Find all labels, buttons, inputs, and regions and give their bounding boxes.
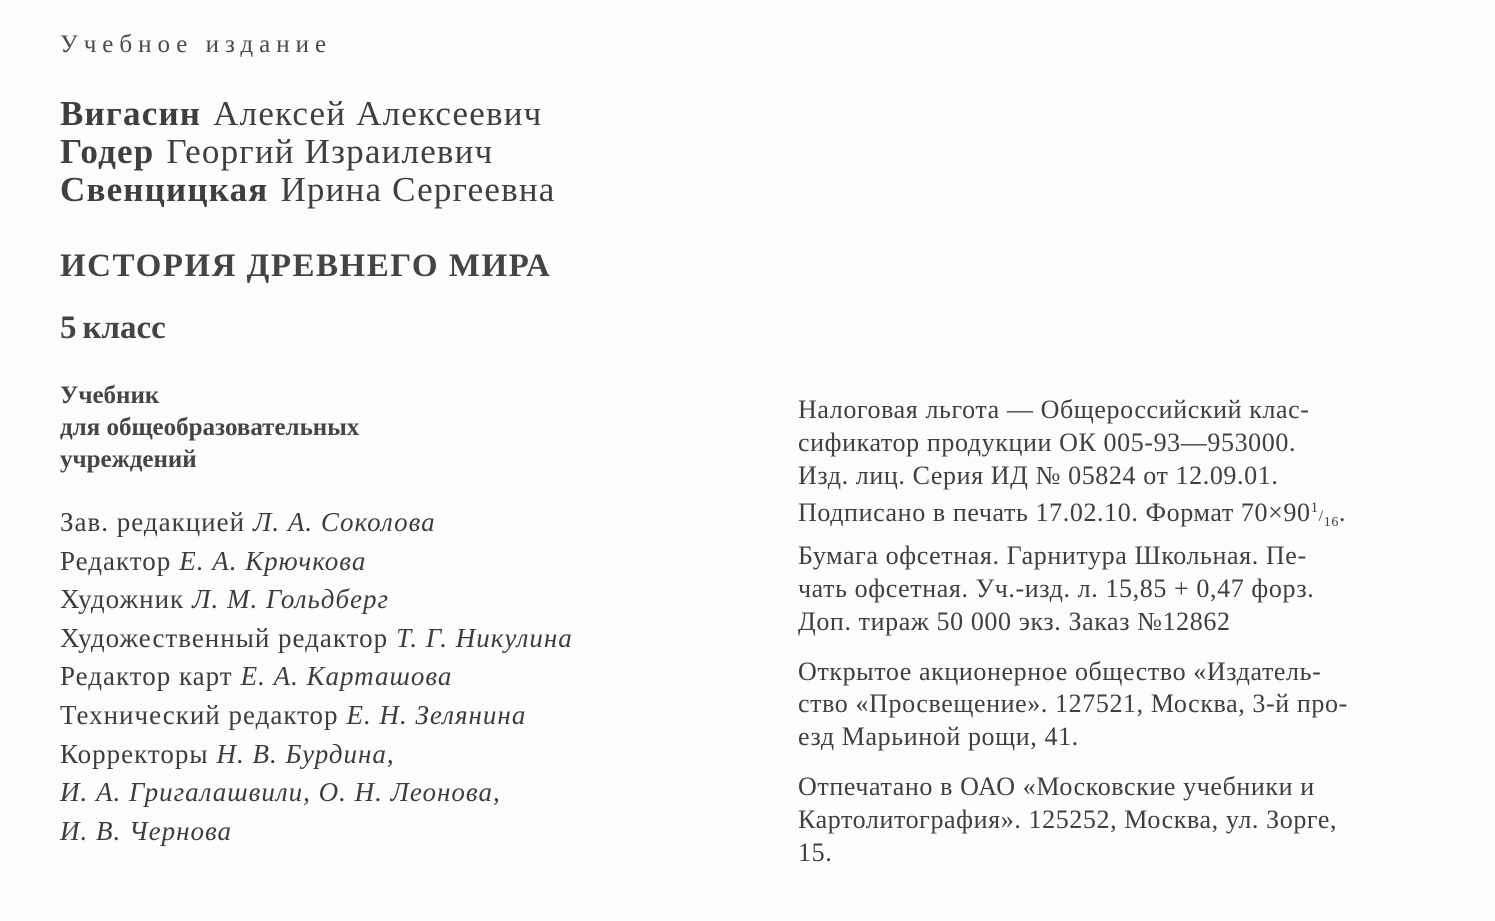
credit-person: Е. А. Карташова xyxy=(240,661,453,692)
credit-role: Редактор xyxy=(60,545,172,576)
credit-person: И. В. Чернова xyxy=(60,815,233,846)
credit-line xyxy=(60,735,573,774)
credit-person: И. А. Григалашвили, О. Н. Леонова, xyxy=(60,777,501,808)
imprint-line: сификатор продукции ОК 005-93—953000. xyxy=(798,427,1297,457)
format-fraction-denominator: 16 xyxy=(1323,515,1339,531)
textbook-type-line: для общеобразовательных xyxy=(60,414,360,441)
format-prefix: Подписано в печать 17.02.10. Формат 70×90 xyxy=(798,498,1311,528)
credit-role: Технический редактор xyxy=(60,699,339,730)
author-given-names: Алексей Алексеевич xyxy=(213,94,543,133)
format-line xyxy=(798,492,1453,540)
author-given-names: Ирина Сергеевна xyxy=(280,170,556,209)
credit-line xyxy=(60,812,573,851)
credit-line xyxy=(60,657,573,696)
imprint-line: Бумага офсетная. Гарнитура Школьная. Пе- xyxy=(798,541,1307,571)
credit-role: Художественный редактор xyxy=(60,622,389,653)
credit-line xyxy=(60,580,573,619)
grade-label xyxy=(60,310,166,347)
publisher-line: Открытое акционерное общество «Издатель- xyxy=(798,656,1322,686)
format-fraction: $^1/_{16}$ xyxy=(1310,500,1339,531)
credit-role: Зав. редакцией xyxy=(60,507,246,537)
author-line xyxy=(60,133,556,171)
book-title: ИСТОРИЯ ДРЕВНЕГО МИРА xyxy=(60,248,552,284)
credit-person: Л. А. Соколова xyxy=(253,507,436,537)
printer-line: Картолитография». 125252, Москва, ул. Зорге, xyxy=(798,804,1338,834)
credit-line xyxy=(60,503,573,542)
credit-role: Корректоры xyxy=(60,738,209,769)
edition-type: Учебное издание xyxy=(60,31,333,58)
credit-person: Л. М. Гольдберг xyxy=(192,584,390,615)
author-surname: Свенцицкая xyxy=(60,170,269,209)
printer-line: Отпечатано в ОАО «Московские учебники и xyxy=(798,771,1315,801)
credits-list xyxy=(60,503,573,850)
credit-person: Н. В. Бурдина, xyxy=(216,738,395,769)
authors-block xyxy=(60,95,556,209)
grade-word: класс xyxy=(82,310,166,346)
paragraph-gap xyxy=(798,754,1453,771)
credit-line xyxy=(60,773,573,812)
grade-number: 5 xyxy=(60,310,77,346)
credit-person: Е. Н. Зелянина xyxy=(346,699,527,730)
credit-role: Художник xyxy=(60,584,185,615)
textbook-type-line: учреждений xyxy=(60,446,197,473)
credit-line xyxy=(60,542,573,581)
imprint-block xyxy=(798,394,1453,869)
credit-person: Е. А. Крючкова xyxy=(179,545,367,576)
paragraph-gap xyxy=(798,639,1453,656)
credit-role: Редактор карт xyxy=(60,661,233,692)
textbook-type-line: Учебник xyxy=(60,382,160,409)
credit-line xyxy=(60,619,573,658)
credit-line xyxy=(60,696,573,735)
textbook-type xyxy=(60,380,359,476)
imprint-line: чать офсетная. Уч.-изд. л. 15,85 + 0,47 форз. xyxy=(798,573,1315,603)
format-fraction-numerator: 1 xyxy=(1310,500,1319,517)
printer-line: 15. xyxy=(798,837,833,867)
author-surname: Годер xyxy=(60,132,155,171)
author-surname: Вигасин xyxy=(60,94,202,133)
publisher-line: езд Марьиной рощи, 41. xyxy=(798,722,1079,752)
credit-person: Т. Г. Никулина xyxy=(396,622,573,653)
publisher-line: ство «Просвещение». 127521, Москва, 3-й про- xyxy=(798,689,1348,719)
imprint-line: Доп. тираж 50 000 экз. Заказ №12862 xyxy=(798,606,1231,636)
imprint-line: Налоговая льгота — Общероссийский клас- xyxy=(798,395,1310,424)
author-line xyxy=(60,95,556,133)
author-given-names: Георгий Израилевич xyxy=(166,132,494,171)
imprint-line: Изд. лиц. Серия ИД № 05824 от 12.09.01. xyxy=(798,460,1279,490)
format-suffix: . xyxy=(1338,498,1347,528)
author-line xyxy=(60,171,556,209)
